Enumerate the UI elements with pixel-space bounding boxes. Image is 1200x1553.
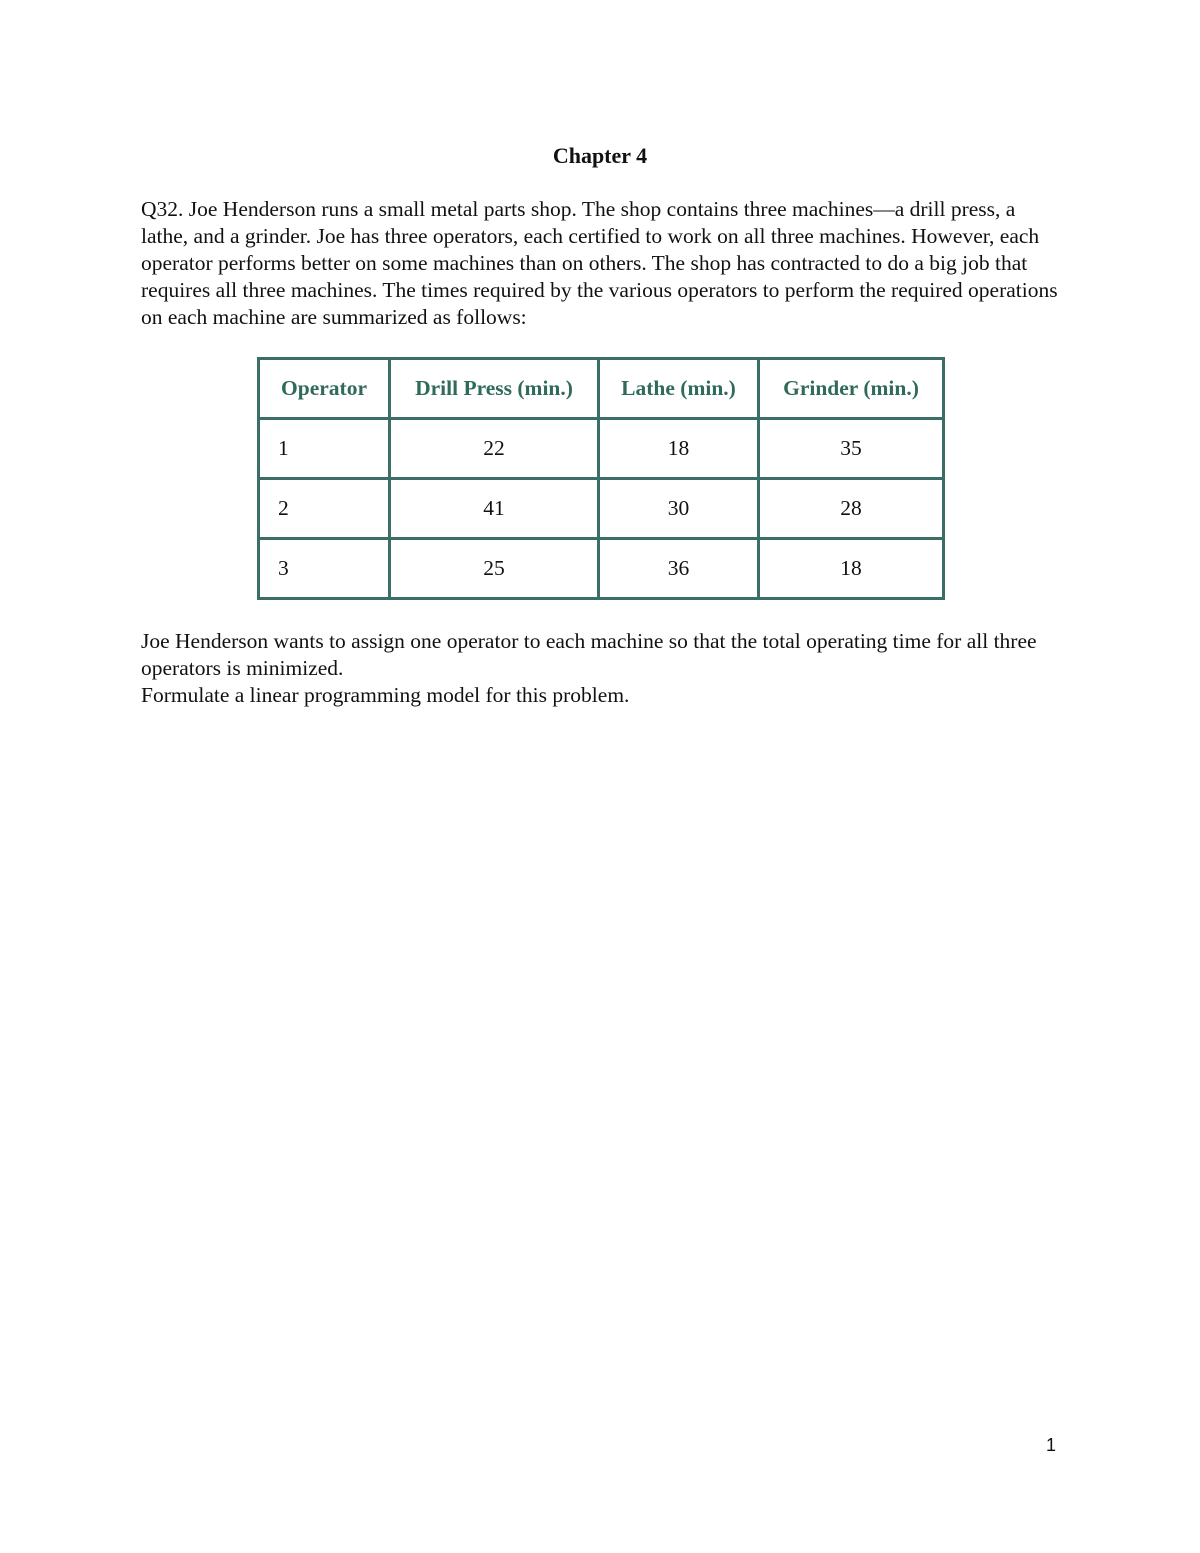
header-grinder: Grinder (min.) (759, 359, 944, 419)
closing-line-objective: Joe Henderson wants to assign one operator to each machine so that the total operating time for all three operators is minimized. (141, 629, 1037, 680)
table-cell-operator: 2 (259, 479, 390, 539)
chapter-title: Chapter 4 (552, 143, 648, 168)
table-cell-grinder: 35 (759, 419, 944, 479)
table-cell-drill: 22 (390, 419, 599, 479)
table-cell-grinder: 18 (759, 539, 944, 599)
table-cell-operator: 1 (259, 419, 390, 479)
table-cell-operator: 3 (259, 539, 390, 599)
table-cell-lathe: 30 (599, 479, 759, 539)
question-paragraph: Q32. Joe Henderson runs a small metal parts shop. The shop contains three machines—a drill press, a lathe, and a grinder. Joe has three operators, each certified to work on all three machines. However, each operator performs better on some machines than on others. The shop has contracted to do a big job that requires all three machines. The times required by the various operators to perform the required operations on each machine are summarized as follows: (141, 197, 1058, 329)
closing-paragraph (141, 628, 1066, 709)
table-cell-drill: 41 (390, 479, 599, 539)
table-header-row (259, 359, 944, 419)
header-operator: Operator (259, 359, 390, 419)
header-drill-press: Drill Press (min.) (390, 359, 599, 419)
table-cell-grinder: 28 (759, 479, 944, 539)
operator-times-table (257, 357, 945, 600)
table-row (259, 419, 944, 479)
closing-line-task: Formulate a linear programming model for this problem. (141, 683, 630, 707)
table-row (259, 479, 944, 539)
table-row (259, 539, 944, 599)
header-lathe: Lathe (min.) (599, 359, 759, 419)
table-cell-lathe: 36 (599, 539, 759, 599)
table-cell-lathe: 18 (599, 419, 759, 479)
page-number: 1 (1046, 1435, 1057, 1455)
table-cell-drill: 25 (390, 539, 599, 599)
